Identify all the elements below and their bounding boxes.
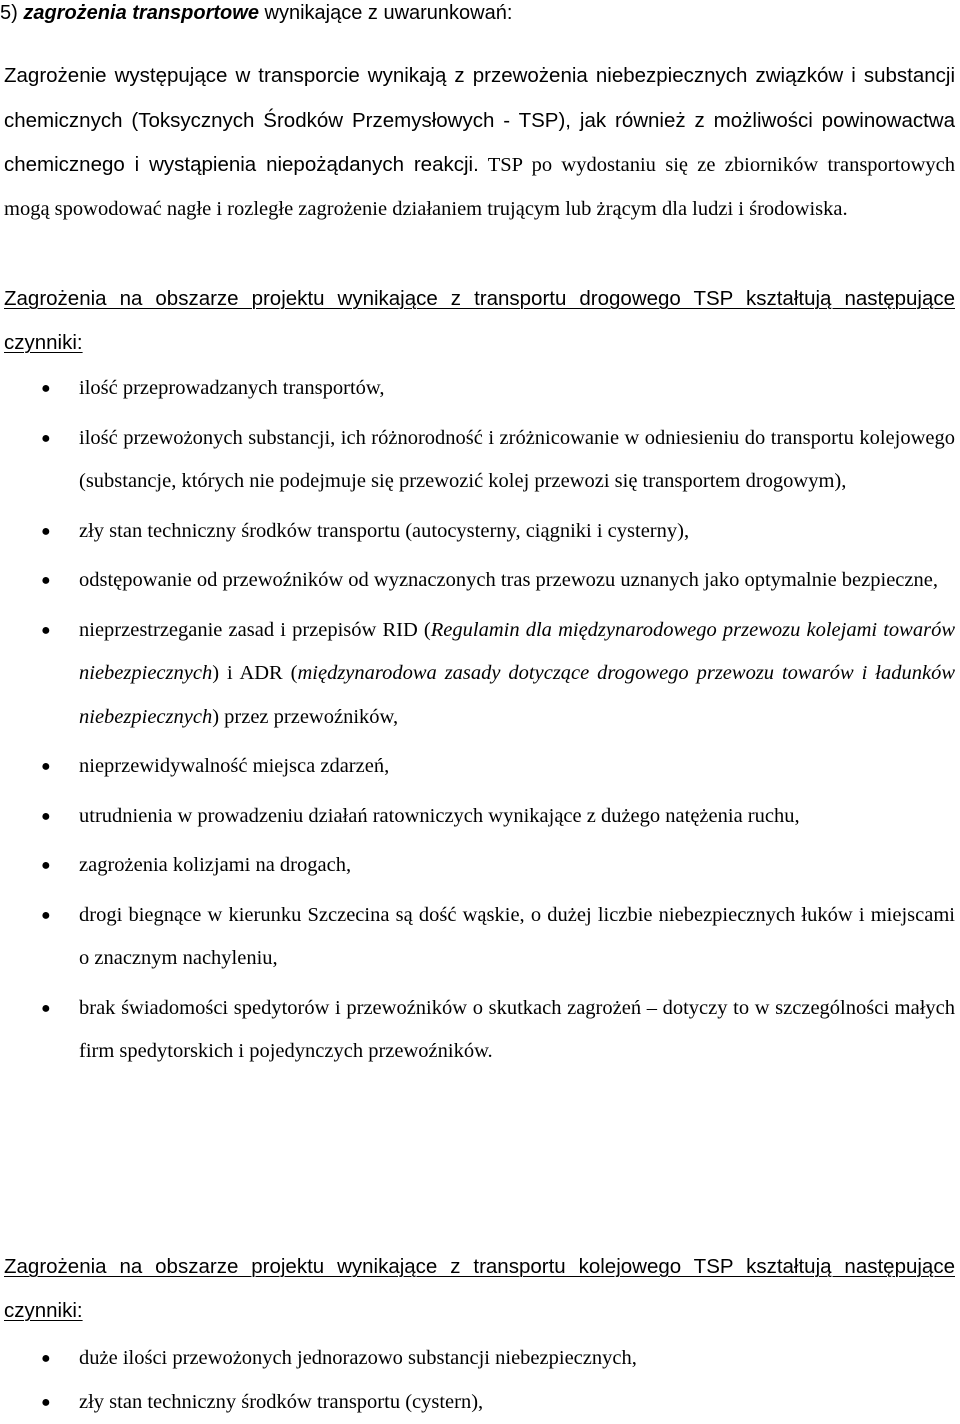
rid-italic-2: międzynarodowa zasady dotyczące drogowego przewozu towarów i ładunków niebezpiecznych [79,662,955,728]
road-section-intro: Zagrożenia na obszarze projektu wynikające z transportu drogowego TSP kształtują następujące czynniki: [4,277,955,364]
bullet-icon: ● [41,894,51,938]
list-item [4,367,955,411]
rail-section-intro: Zagrożenia na obszarze projektu wynikające z transportu kolejowego TSP kształtują następujące czynniki: [4,1245,955,1332]
bullet-icon: ● [41,1337,51,1381]
rail-factors-list [4,1337,955,1424]
rid-italic-1: Regulamin dla międzynarodowego przewozu kolejami towarów niebezpiecznych [79,619,955,685]
bullet-icon: ● [41,367,51,411]
rid-text-2: ) i ADR ( [212,662,297,684]
road-factors-list [4,367,955,1074]
bullet-icon: ● [41,417,51,461]
bullet-icon: ● [41,987,51,1031]
list-item-text: nieprzewidywalność miejsca zdarzeń, [79,755,389,777]
bullet-icon: ● [41,1381,51,1424]
heading-number: 5) [0,2,23,24]
list-item [4,510,955,554]
list-item-text: drogi biegnące w kierunku Szczecina są dość wąskie, o dużej liczbie niebezpiecznych łuków i miejscami o znacznym nachyleniu, [79,904,955,970]
bullet-icon: ● [41,844,51,888]
bullet-icon: ● [41,795,51,839]
rid-text-1: nieprzestrzeganie zasad i przepisów RID ( [79,619,431,641]
list-item [4,894,955,981]
list-item [4,844,955,888]
list-item-text: zły stan techniczny środków transportu (cystern), [79,1391,483,1413]
list-item [4,1381,955,1424]
list-item-text: odstępowanie od przewoźników od wyznaczonych tras przewozu uznanych jako optymalnie bezpieczne, [79,569,938,591]
list-item [4,795,955,839]
rid-text-3: ) przez przewoźników, [212,706,398,728]
list-item-text: ilość przewożonych substancji, ich różnorodność i zróżnicowanie w odniesieniu do transportu kolejowego (substancje, których nie podejmuje się przewozić kolej przewozi się transportem drogowym), [79,427,955,493]
heading-bold: zagrożenia transportowe [23,2,259,24]
list-item-text: ilość przeprowadzanych transportów, [79,377,385,399]
heading-rest: wynikające z uwarunkowań: [259,2,512,24]
list-item-text: duże ilości przewożonych jednorazowo substancji niebezpiecznych, [79,1347,637,1369]
list-item-text: utrudnienia w prowadzeniu działań ratowniczych wynikające z dużego natężenia ruchu, [79,805,800,827]
list-item-rid-adr [4,609,955,740]
intro-paragraph [4,54,955,231]
list-item [4,987,955,1074]
intro-serif-text: TSP po wydostaniu się ze zbiorników transportowych mogą spowodować nagłe i rozległe zagrożenie działaniem trującym lub żrącym dla ludzi i środowiska. [4,154,955,220]
bullet-icon: ● [41,510,51,554]
list-item [4,559,955,603]
list-item-text: brak świadomości spedytorów i przewoźników o skutkach zagrożeń – dotyczy to w szczególności małych firm spedytorskich i pojedynczych przewoźników. [79,997,955,1063]
bullet-icon: ● [41,559,51,603]
list-item-text: zły stan techniczny środków transportu (autocysterny, ciągniki i cysterny), [79,520,689,542]
list-item [4,1337,955,1381]
intro-sans-text: Zagrożenie występujące w transporcie wynikają z przewożenia niebezpiecznych związków i substancji chemicznych (Toksycznych Środków Przemysłowych - TSP), jak również z możliwości powinowactwa chemicznego i wystąpienia niepożądanych reakcji. [4,64,955,176]
bullet-icon: ● [41,609,51,653]
section-heading [0,0,512,26]
list-item [4,417,955,504]
list-item [4,745,955,789]
list-item-text: zagrożenia kolizjami na drogach, [79,854,351,876]
bullet-icon: ● [41,745,51,789]
